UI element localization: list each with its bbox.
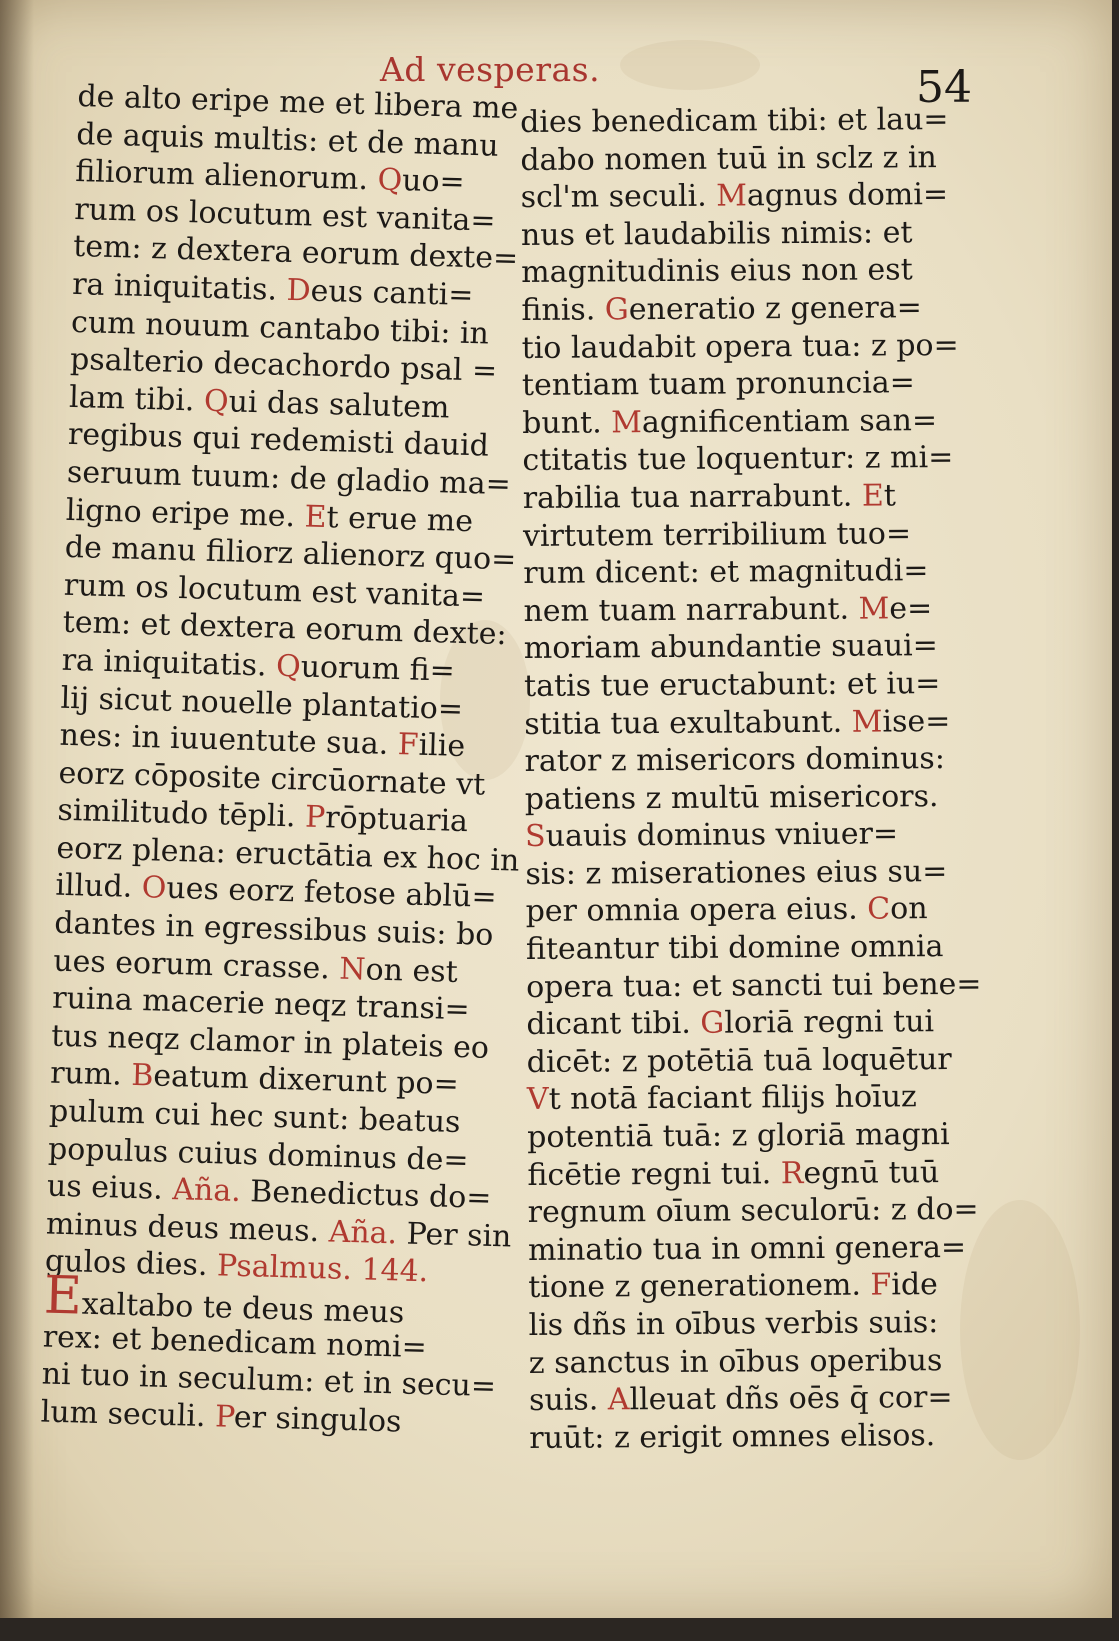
text-run: lis dñs in oībus verbis suis: bbox=[528, 1305, 939, 1343]
text-line bbox=[527, 1116, 967, 1157]
text-run: nes: in iuuentute sua. bbox=[59, 717, 399, 763]
text-run: z sanctus in oībus operibus bbox=[528, 1342, 943, 1381]
text-line bbox=[526, 1003, 966, 1044]
text-run: ctitatis tue loquentur: z mi= bbox=[522, 440, 954, 479]
text-run: opera tua: et sancti tui bene= bbox=[526, 966, 982, 1005]
rubric-text: G bbox=[604, 292, 629, 328]
text-run: xaltabo te deus meus bbox=[81, 1286, 405, 1331]
text-line bbox=[524, 702, 964, 743]
text-run: fiteantur tibi domine omnia bbox=[525, 929, 944, 968]
text-run: sis: z miserationes eius su= bbox=[525, 853, 948, 892]
text-line bbox=[523, 477, 963, 518]
text-run: psalterio decachordo psal = bbox=[69, 342, 498, 389]
left-text-column bbox=[40, 78, 518, 1443]
rubric-text: M bbox=[858, 591, 890, 627]
text-run: ise= bbox=[882, 703, 951, 739]
text-run: Per sin bbox=[396, 1216, 512, 1255]
text-line bbox=[522, 326, 962, 367]
text-run: eatum dixerunt po= bbox=[152, 1058, 460, 1103]
text-run: t erue me bbox=[326, 499, 474, 539]
text-run: e= bbox=[889, 590, 933, 627]
text-run: minus deus meus. bbox=[45, 1206, 330, 1250]
text-run: gulos dies. bbox=[44, 1243, 218, 1284]
rubric-text: D bbox=[286, 272, 312, 309]
text-run: filiorum alienorum. bbox=[74, 154, 379, 198]
text-run: populus cuius dominus de= bbox=[47, 1131, 470, 1178]
text-run: tatis tue eructabunt: et iu= bbox=[523, 665, 941, 704]
text-run: illud. bbox=[54, 868, 143, 906]
rubric-text: Q bbox=[275, 648, 302, 685]
text-run: ligno eripe me. bbox=[65, 492, 306, 535]
rubric-text: M bbox=[611, 404, 643, 441]
rubric-text: N bbox=[338, 951, 367, 988]
text-line bbox=[529, 1379, 969, 1420]
text-run: tem: et dextera eorum dexte: bbox=[62, 605, 508, 653]
folio-number: 54 bbox=[916, 62, 972, 113]
text-run: seruum tuum: de gladio ma= bbox=[66, 454, 512, 503]
text-run: dies benedicam tibi: et lau= bbox=[520, 102, 949, 140]
rubric-text: E bbox=[861, 478, 884, 514]
text-line bbox=[520, 101, 960, 142]
text-run: rōptuaria bbox=[324, 800, 469, 840]
rubric-text: R bbox=[780, 1155, 804, 1191]
text-line bbox=[525, 853, 965, 894]
text-run: rex: et benedicam nomi= bbox=[42, 1319, 428, 1365]
text-run: lij sicut nouelle plantatio= bbox=[60, 680, 464, 727]
text-line bbox=[527, 1041, 967, 1082]
text-run: patiens z multū misericors. bbox=[524, 778, 939, 817]
rubric-text: B bbox=[130, 1058, 154, 1094]
text-run: cum nouum cantabo tibi: in bbox=[70, 304, 490, 352]
text-line bbox=[527, 1154, 967, 1195]
text-run: de manu filiorz alienorz quo= bbox=[64, 529, 517, 578]
text-run: ide bbox=[891, 1267, 939, 1303]
text-run: suis. bbox=[528, 1382, 608, 1419]
text-line bbox=[528, 1266, 968, 1307]
text-run: rum dicent: et magnitudi= bbox=[523, 553, 929, 592]
text-run: tem: z dextera eorum dexte= bbox=[72, 229, 519, 277]
text-run: regnum oīum seculorū: z do= bbox=[527, 1192, 979, 1231]
rubric-text: Q bbox=[203, 383, 230, 420]
text-run: lum seculi. bbox=[40, 1394, 216, 1435]
text-run: dantes in egressibus suis: bo bbox=[53, 905, 494, 953]
text-line bbox=[525, 778, 965, 819]
rubric-text: G bbox=[700, 1005, 725, 1042]
text-run: scl'm seculi. bbox=[520, 178, 717, 216]
text-run: de aquis multis: et de manu bbox=[75, 116, 500, 164]
text-line bbox=[528, 1304, 968, 1345]
text-run: er singulos bbox=[233, 1399, 402, 1440]
text-run: on est bbox=[365, 952, 459, 990]
text-line bbox=[522, 439, 962, 480]
rubric-text: Q bbox=[377, 162, 403, 199]
text-run: ra iniquitatis. bbox=[71, 266, 288, 308]
text-run: stitia tua exultabunt. bbox=[524, 704, 852, 742]
text-run: potentiā tuā: z gloriā magni bbox=[527, 1117, 950, 1156]
text-run: nus et laudabilis nimis: et bbox=[520, 215, 913, 253]
text-line bbox=[521, 251, 961, 292]
text-run: minatio tua in omni genera= bbox=[527, 1229, 967, 1268]
text-run: finis. bbox=[521, 292, 605, 328]
text-line bbox=[521, 214, 961, 255]
text-run: ra iniquitatis. bbox=[61, 642, 277, 684]
rubric-text: C bbox=[867, 891, 891, 928]
text-run: rabilia tua narrabunt. bbox=[522, 478, 863, 516]
rubric-text: P bbox=[214, 1399, 235, 1435]
text-line bbox=[525, 815, 965, 856]
text-line bbox=[520, 139, 960, 180]
text-run: ficētie regni tui. bbox=[527, 1155, 781, 1193]
running-head: Ad vesperas. bbox=[380, 50, 601, 89]
text-line bbox=[527, 1078, 967, 1119]
text-line bbox=[526, 966, 982, 1007]
text-run: ruūt: z erigit omnes elisos. bbox=[529, 1417, 936, 1456]
text-run: tio laudabit opera tua: z po= bbox=[521, 327, 959, 366]
text-line bbox=[524, 665, 964, 706]
text-run: Benedictus do= bbox=[240, 1174, 492, 1217]
text-run: bunt. bbox=[522, 405, 612, 441]
text-run: rum os locutum est vanita= bbox=[73, 191, 497, 239]
rubric-text: O bbox=[141, 870, 167, 907]
text-line bbox=[523, 590, 963, 631]
text-run: pulum cui hec sunt: beatus bbox=[48, 1093, 461, 1141]
rubric-text: F bbox=[397, 727, 420, 763]
text-line bbox=[522, 364, 962, 405]
text-run: dicēt: z potētiā tuā loquētur bbox=[526, 1041, 952, 1080]
text-line bbox=[521, 176, 961, 217]
text-line bbox=[526, 890, 966, 931]
text-run: uauis dominus vniuer= bbox=[545, 816, 899, 855]
text-run: rum. bbox=[49, 1056, 132, 1094]
rubric-text: E bbox=[43, 1265, 83, 1327]
text-run: ni tuo in seculum: et in secu= bbox=[41, 1356, 497, 1405]
rubric-text: Aña. bbox=[171, 1172, 242, 1210]
text-run: lam tibi. bbox=[68, 379, 205, 419]
text-line bbox=[529, 1417, 969, 1458]
text-run: lleuat dñs oēs q̄ cor= bbox=[629, 1380, 953, 1418]
text-run: dicant tibi. bbox=[526, 1006, 701, 1043]
text-run: virtutem terribilium tuo= bbox=[522, 515, 912, 554]
text-line bbox=[524, 627, 964, 668]
text-run: de alto eripe me et libera me bbox=[76, 78, 519, 127]
text-run: agnificentiam san= bbox=[641, 402, 938, 440]
rubric-text: Aña. bbox=[328, 1214, 398, 1252]
text-run: us eius. bbox=[46, 1168, 173, 1208]
text-run: moriam abundantie suaui= bbox=[523, 628, 938, 667]
text-run: tus neqz clamor in plateis eo bbox=[50, 1018, 490, 1066]
text-run: magnitudinis eius non est bbox=[521, 252, 913, 291]
text-run: loriā regni tui bbox=[724, 1004, 935, 1041]
rubric-text: M bbox=[851, 703, 883, 740]
text-run: egnū tuū bbox=[803, 1154, 940, 1191]
text-run: rum os locutum est vanita= bbox=[63, 567, 486, 615]
gutter-shadow bbox=[0, 0, 34, 1618]
rubric-text: P bbox=[304, 799, 326, 836]
text-line bbox=[527, 1191, 979, 1232]
text-run: t bbox=[883, 478, 897, 514]
text-run: ui das salutem bbox=[228, 384, 450, 426]
rubric-text: E bbox=[304, 499, 328, 535]
text-run: rator z misericors dominus: bbox=[524, 741, 945, 780]
text-run: ilie bbox=[418, 727, 466, 765]
text-line bbox=[521, 289, 961, 330]
rubric-text: Psalmus. 144. bbox=[216, 1248, 429, 1290]
text-run: nem tuam narrabunt. bbox=[523, 591, 859, 629]
text-run: eorz cōposite circūornate vt bbox=[58, 755, 486, 803]
text-run: eorz plena: eructātia ex hoc in bbox=[56, 830, 520, 879]
text-line bbox=[523, 552, 963, 593]
text-run: tione z generationem. bbox=[528, 1267, 871, 1306]
text-run: per omnia opera eius. bbox=[525, 892, 868, 930]
text-run: eus canti= bbox=[310, 273, 474, 314]
text-run: t notā faciant filijs hoīuz bbox=[548, 1079, 917, 1118]
text-line bbox=[526, 928, 966, 969]
rubric-text: A bbox=[607, 1382, 630, 1418]
text-run: dabo nomen tuū in sclz z in bbox=[520, 139, 937, 178]
text-run: ues eorz fetose ablū= bbox=[165, 871, 498, 916]
rubric-text: S bbox=[524, 819, 546, 855]
text-line bbox=[524, 740, 964, 781]
rubric-text: V bbox=[526, 1082, 549, 1118]
text-run: similitudo tēpli. bbox=[57, 793, 306, 835]
right-text-column bbox=[520, 101, 982, 1457]
text-run: eneratio z genera= bbox=[628, 290, 922, 328]
text-run: ruina macerie neqz transi= bbox=[51, 980, 471, 1028]
paper-stain bbox=[960, 1200, 1080, 1460]
text-run: on bbox=[890, 891, 928, 927]
text-line bbox=[528, 1229, 968, 1270]
rubric-text: M bbox=[716, 178, 748, 214]
text-line bbox=[522, 402, 962, 443]
text-run: uorum fi= bbox=[300, 649, 456, 689]
text-run: ues eorum crasse. bbox=[52, 943, 340, 987]
text-run: agnus domi= bbox=[746, 177, 949, 214]
text-run: tentiam tuam pronuncia= bbox=[521, 365, 915, 404]
text-run: uo= bbox=[401, 163, 466, 201]
text-line bbox=[523, 514, 963, 555]
text-run: regibus qui redemisti dauid bbox=[67, 417, 490, 464]
text-line bbox=[529, 1341, 969, 1382]
rubric-text: F bbox=[870, 1267, 892, 1303]
